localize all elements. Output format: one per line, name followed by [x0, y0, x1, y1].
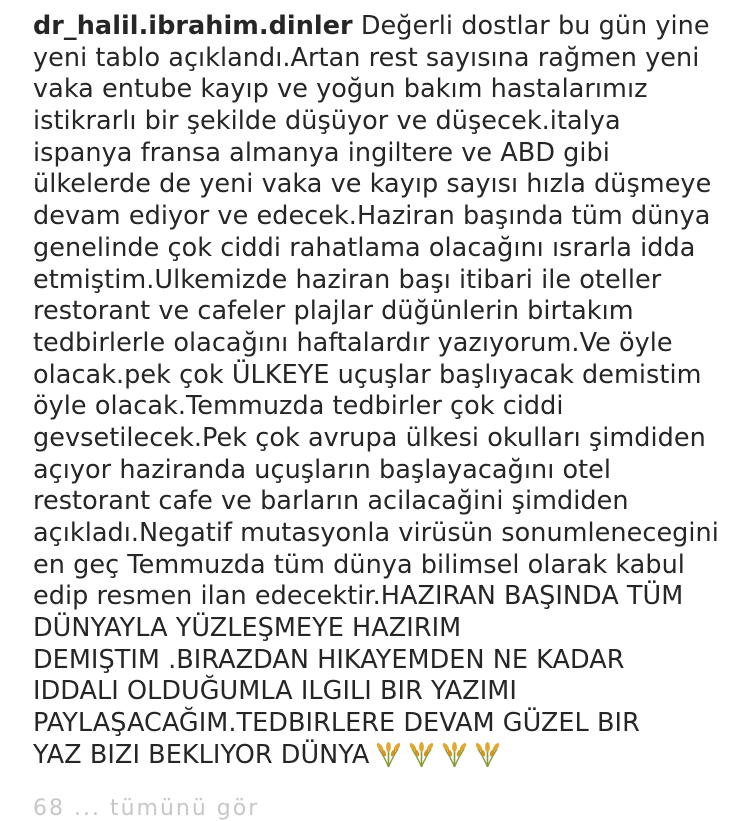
caption-line: IDDALI OLDUĞUMLA ILGILI BIR YAZIMI — [33, 676, 517, 707]
caption-line: DÜNYAYLA YÜZLEŞMEYE HAZIRIM — [33, 613, 462, 644]
caption-line: tedbirlerle olacağını haftalardır yazıyorum.Ve öyle — [33, 327, 673, 358]
caption-line: yeni tablo açıklandı.Artan rest sayısına rağmen yeni — [33, 42, 700, 73]
username-link[interactable]: dr_halil.ibrahim.dinler — [33, 11, 353, 41]
caption-line: istikrarlı bir şekilde düşüyor ve düşecek.italya — [33, 106, 621, 137]
caption-line: DEMIŞTIM .BIRAZDAN HIKAYEMDEN NE KADAR — [33, 644, 625, 675]
caption-line-first — [33, 11, 733, 43]
sheaf-of-rice-icon — [408, 741, 435, 768]
caption-line: gevsetilecek.Pek çok avrupa ülkesi okulları şimdiden — [33, 422, 706, 453]
caption-line: açıkladı.Negatif mutasyonla virüsün sonumlenecegini — [33, 518, 719, 548]
caption-text: Değerli dostlar bu gün yine — [352, 11, 710, 41]
caption-line: restorant cafe ve barların acilacağini şimdiden — [33, 486, 629, 517]
caption-line: genelinde çok ciddi rahatlama olacağını ısrarla idda — [33, 232, 696, 263]
caption-text: YAZ BIZI BEKLIYOR DÜNYA — [33, 739, 370, 770]
caption-line: restorant ve cafeler plajlar düğünlerin birtakım — [33, 296, 634, 327]
sheaf-of-rice-icon — [474, 741, 501, 768]
caption-line: ispanya fransa almanya ingiltere ve ABD gibi — [33, 137, 610, 168]
caption-line: ülkelerde de yeni vaka ve kayıp sayısı hızla düşmeye — [33, 169, 712, 200]
caption-line-last — [33, 740, 733, 772]
caption-line: olacak.pek çok ÜLKEYE uçuşlar başlıyacak demistim — [33, 359, 702, 390]
caption-line: etmiştim.Ulkemizde haziran başı itibari ile oteller — [33, 264, 662, 295]
caption-line: edip resmen ilan edecektir.HAZIRAN BAŞINDA TÜM — [33, 581, 684, 612]
caption-line: devam ediyor ve edecek.Haziran başında tüm dünya — [33, 201, 711, 232]
caption-line: açıyor haziranda uçuşların başlayacağını otel — [33, 454, 612, 485]
caption-line: en geç Temmuzda tüm dünya bilimsel olarak kabul — [33, 549, 685, 580]
sheaf-of-rice-icon — [441, 741, 468, 768]
caption-line: PAYLAŞACAĞIM.TEDBIRLERE DEVAM GÜZEL BIR — [33, 708, 640, 739]
caption-line: öyle olacak.Temmuzda tedbirler çok ciddi — [33, 391, 564, 422]
comments-footer-partial[interactable]: 68 ... tümünü gör — [33, 796, 260, 821]
caption-line: vaka entube kayıp ve yoğun bakım hastalarımız — [33, 74, 648, 105]
sheaf-of-rice-icon — [375, 741, 402, 768]
post-caption — [33, 11, 733, 772]
